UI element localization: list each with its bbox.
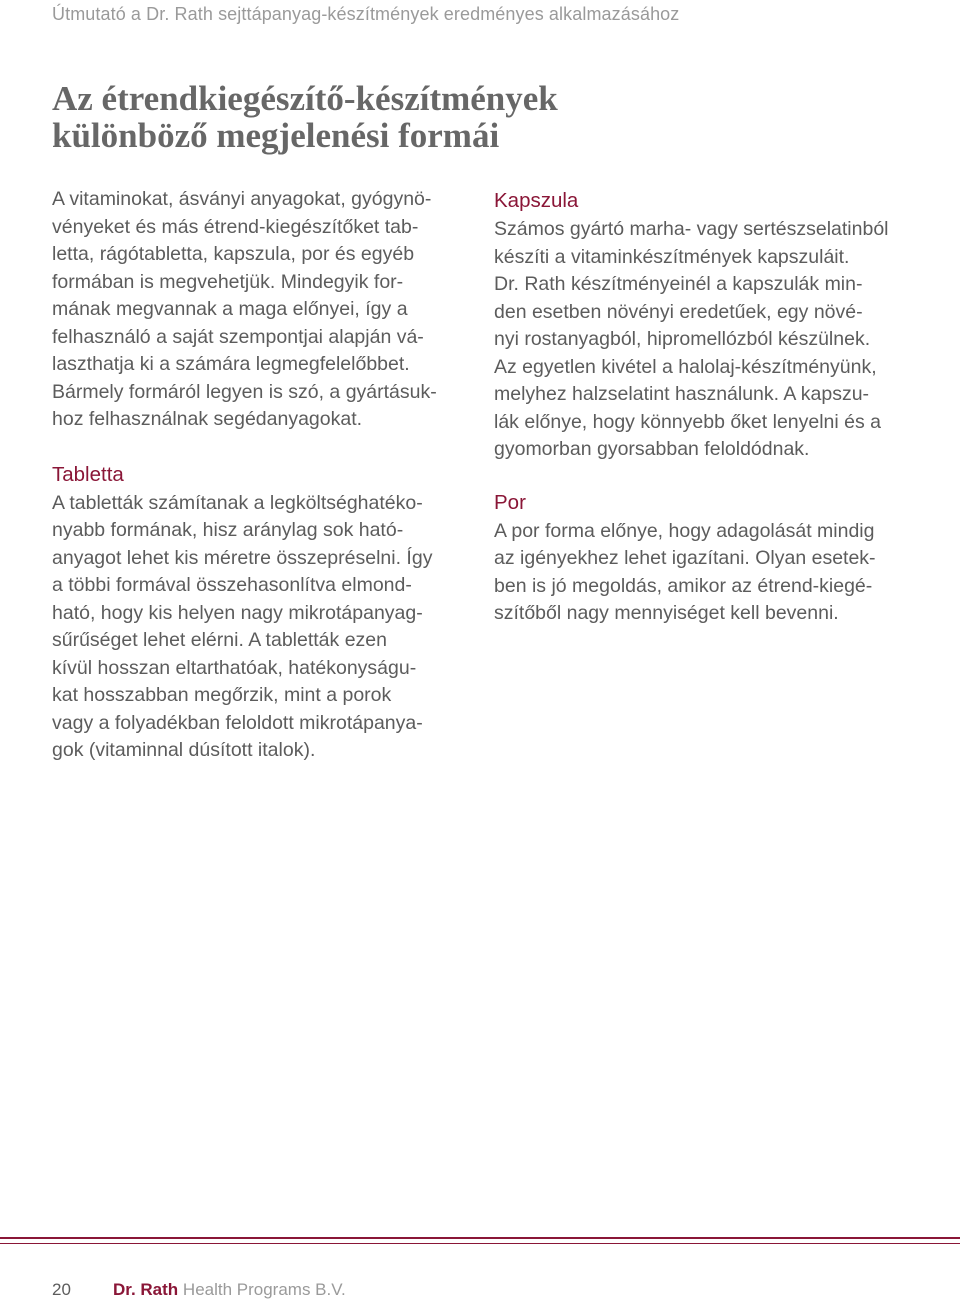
text-line: készíti a vitaminkészítmények kapszuláit. — [494, 245, 850, 268]
text-line: gok (vitaminnal dúsított italok). — [52, 739, 316, 761]
text-line: sűrűséget lehet elérni. A tabletták ezen — [52, 629, 387, 651]
text-line: den esetben növényi eredetűek, egy növé- — [494, 300, 863, 323]
running-header: Útmutató a Dr. Rath sejttápanyag-készítmények eredményes alkalmazásához — [52, 4, 680, 24]
footer-divider-thin — [0, 1243, 960, 1244]
page-title — [52, 80, 752, 154]
text-line: formában is megvehetjük. Mindegyik for- — [52, 270, 404, 293]
text-line: A tabletták számítanak a legköltséghatéko- — [52, 491, 423, 514]
text-line: A vitaminokat, ásványi anyagokat, gyógynö- — [52, 188, 432, 210]
text-line: felhasználó a saját szempontjai alapján vá- — [52, 325, 424, 348]
text-line: hoz felhasználnak segédanyagokat. — [52, 408, 363, 430]
text-line: Bármely formáról legyen is szó, a gyártásuk- — [52, 380, 437, 403]
brand-suffix: Health Programs B.V. — [178, 1280, 346, 1299]
text-line: ható, hogy kis helyen nagy mikrotápanyag- — [52, 601, 423, 624]
text-line: A por forma előnye, hogy adagolását mindig — [494, 519, 875, 542]
text-line: vagy a folyadékban feloldott mikrotápanya- — [52, 711, 423, 734]
text-line: Számos gyártó marha- vagy sertészselatinból — [494, 218, 889, 240]
text-line: laszthatja ki a számára legmegfelelőbbet. — [52, 353, 410, 375]
page-number: 20 — [52, 1280, 71, 1299]
section-heading-por: Por — [494, 490, 526, 514]
text-line: kat hosszabban megőrzik, mint a porok — [52, 684, 392, 706]
text-line: nyabb formának, hisz aránylag sok ható- — [52, 519, 404, 541]
intro-paragraph — [52, 186, 472, 434]
brand-name: Dr. Rath — [113, 1280, 179, 1299]
text-line: letta, rágótabletta, kapszula, por és egyéb — [52, 243, 415, 265]
footer-divider — [0, 1237, 960, 1239]
text-line: nyi rostanyagból, hipromellózból készülnek. — [494, 328, 871, 350]
text-line: melyhez halzselatint használunk. A kapszu- — [494, 383, 870, 405]
kapszula-paragraph — [494, 216, 914, 464]
section-heading-tabletta: Tabletta — [52, 462, 124, 486]
text-line: gyomorban gyorsabban feloldódnak. — [494, 438, 810, 460]
tabletta-paragraph — [52, 490, 472, 765]
right-column — [494, 186, 914, 628]
text-line: szítőből nagy mennyiséget kell bevenni. — [494, 602, 839, 624]
text-line: Dr. Rath készítményeinél a kapszulák min- — [494, 273, 863, 295]
text-line: az igényekhez lehet igazítani. Olyan esetek- — [494, 547, 876, 569]
text-line: a többi formával összehasonlítva elmond- — [52, 574, 412, 596]
text-line: lák előnye, hogy könnyebb őket lenyelni és a — [494, 410, 882, 433]
section-heading-kapszula: Kapszula — [494, 189, 579, 212]
por-paragraph — [494, 518, 914, 628]
text-line: anyagot lehet kis méretre összepréselni. Így — [52, 546, 433, 569]
text-line: Az egyetlen kivétel a halolaj-készítményünk, — [494, 355, 877, 378]
text-line: kívül hosszan eltarthatóak, hatékonyságu- — [52, 656, 417, 679]
left-column — [52, 186, 472, 765]
page-title-line-1: Az étrendkiegészítő-készítmények — [52, 79, 558, 118]
footer-brand — [113, 1280, 346, 1300]
text-line: vényeket és más étrend-kiegészítőket tab- — [52, 215, 419, 238]
page-title-line-2: különböző megjelenési formái — [52, 116, 500, 155]
text-line: mának megvannak a maga előnyei, így a — [52, 298, 408, 320]
text-line: ben is jó megoldás, amikor az étrend-kiegé- — [494, 574, 873, 597]
